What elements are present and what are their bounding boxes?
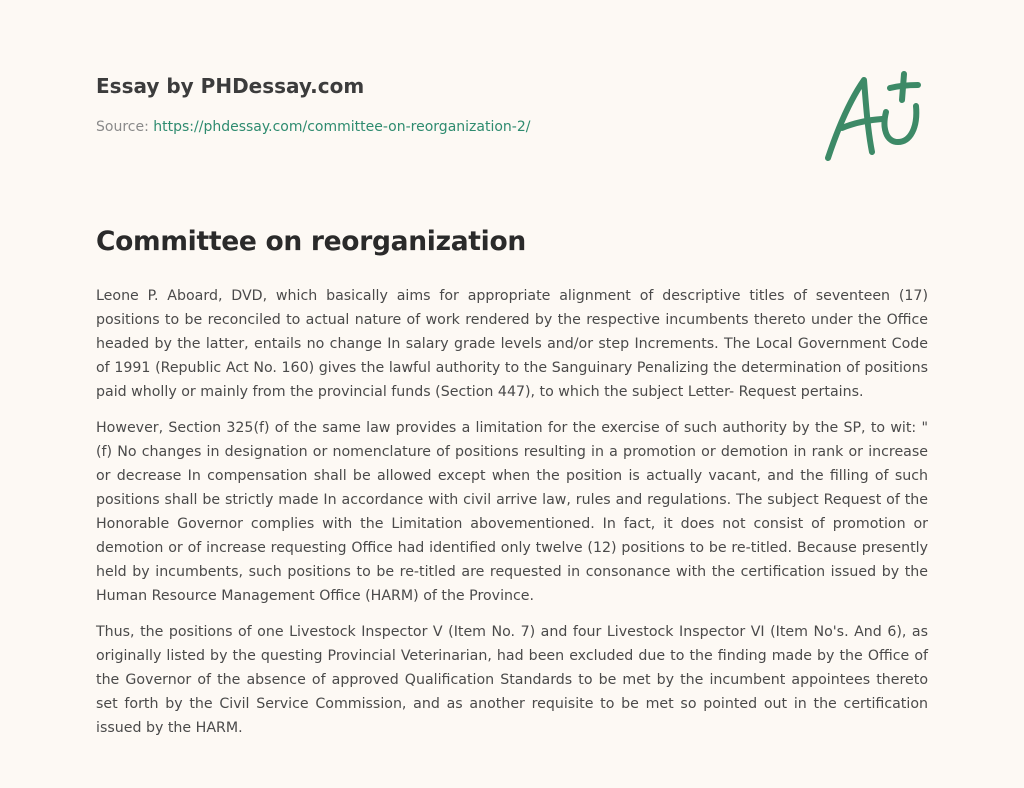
a-plus-logo-icon: [818, 66, 928, 166]
source-link[interactable]: https://phdessay.com/committee-on-reorganization-2/: [153, 119, 531, 135]
article-body: [96, 284, 928, 752]
paragraph: However, Section 325(f) of the same law provides a limitation for the exercise of such authority by the SP, to wit: "(f) No changes in designation or nomenclature of positions resulting in a promotion or demotion in rank or increase or decrease In compensation shall be allowed except when the position is actually vacant, and the filling of such positions shall be strictly made In accordance with civil arrive law, rules and regulations. The subject Request of the Honorable Governor complies with the Limitation abovementioned. In fact, it does not consist of promotion or demotion or of increase requesting Office had identified only twelve (12) positions to be re-titled. Because presently held by incumbents, such positions to be re-titled are requested in consonance with the certification issued by the Human Resource Management Office (HARM) of the Province.: [96, 420, 928, 604]
source-line: [96, 118, 796, 136]
source-label: Source:: [96, 119, 149, 135]
brand-title: Essay by PHDessay.com: [96, 74, 365, 98]
page-title: Committee on reorganization: [96, 226, 526, 257]
paragraph: Leone P. Aboard, DVD, which basically aims for appropriate alignment of descriptive titles of seventeen (17) positions to be reconciled to actual nature of work rendered by the respective incumbents thereto under the Office headed by the latter, entails no change In salary grade levels and/or step Increments. The Local Government Code of 1991 (Republic Act No. 160) gives the lawful authority to the Sanguinary Penalizing the determination of positions paid wholly or mainly from the provincial funds (Section 447), to which the subject Letter- Request pertains.: [96, 288, 928, 400]
paragraph: Thus, the positions of one Livestock Inspector V (Item No. 7) and four Livestock Inspector VI (Item No's. And 6), as originally listed by the questing Provincial Veterinarian, had been excluded due to the finding made by the Office of the Governor of the absence of approved Qualification Standards to be met by the incumbent appointees thereto set forth by the Civil Service Commission, and as another requisite to be met so pointed out in the certification issued by the HARM.: [96, 624, 928, 736]
header: [96, 74, 796, 136]
